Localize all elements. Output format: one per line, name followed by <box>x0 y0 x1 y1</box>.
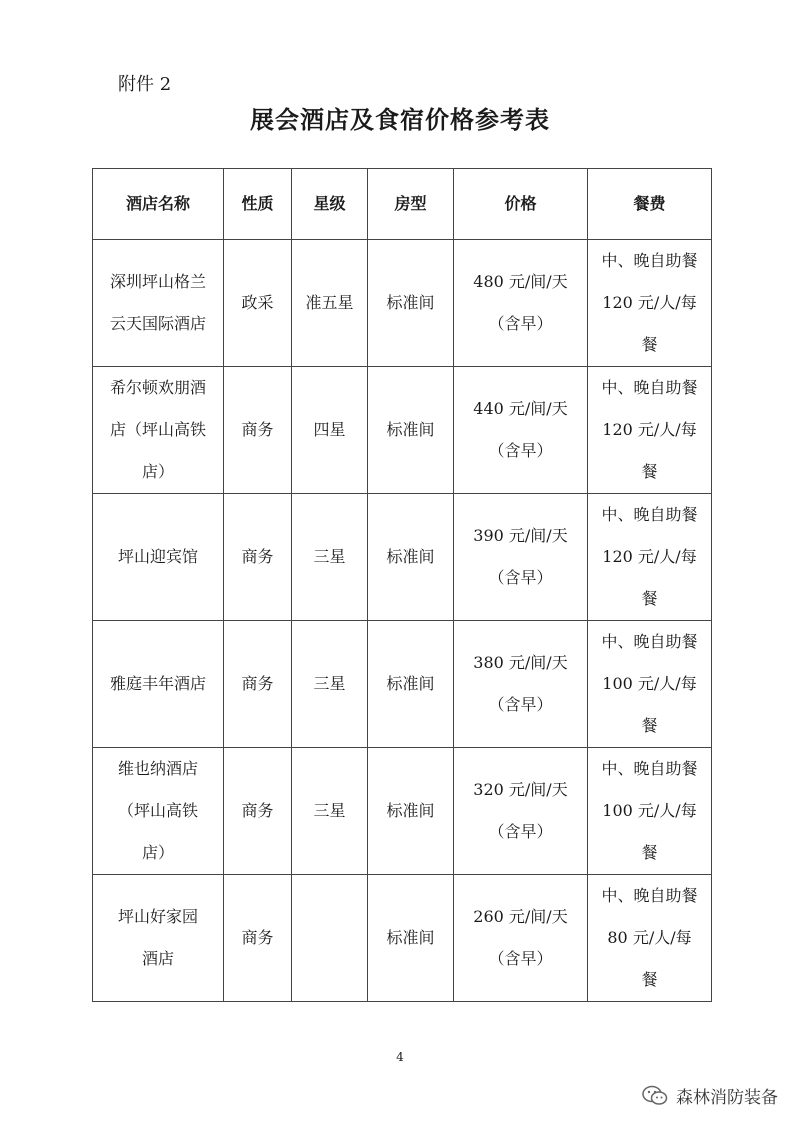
cell-price-line: 480 元/间/天 <box>473 272 568 291</box>
table-row <box>93 367 712 494</box>
cell-hotel-name-line: 希尔顿欢朋酒 <box>109 378 206 397</box>
cell-star: 三星 <box>292 621 368 748</box>
cell-price-line: 320 元/间/天 <box>473 780 568 799</box>
cell-hotel-name-line: 云天国际酒店 <box>109 314 206 333</box>
cell-star: 三星 <box>292 748 368 875</box>
cell-hotel-name <box>93 748 224 875</box>
cell-meal-line: 100 元/人/每 <box>602 801 697 820</box>
cell-price-line: （含早） <box>488 568 553 587</box>
cell-meal-line: 中、晚自助餐 <box>601 759 698 778</box>
cell-star: 准五星 <box>292 240 368 367</box>
cell-price <box>454 875 588 1002</box>
cell-meal-line: 中、晚自助餐 <box>601 251 698 270</box>
cell-star: 四星 <box>292 367 368 494</box>
cell-meal <box>588 875 712 1002</box>
cell-meal <box>588 367 712 494</box>
cell-hotel-name-line: 酒店 <box>141 949 174 968</box>
cell-meal-line: 中、晚自助餐 <box>601 505 698 524</box>
cell-room: 标准间 <box>368 748 454 875</box>
cell-price-line: （含早） <box>488 314 553 333</box>
watermark <box>642 1083 778 1108</box>
cell-room: 标准间 <box>368 367 454 494</box>
cell-price-line: 390 元/间/天 <box>473 526 568 545</box>
cell-hotel-name-line: 深圳坪山格兰 <box>109 272 206 291</box>
table-row <box>93 240 712 367</box>
cell-hotel-name <box>93 240 224 367</box>
cell-meal-line: 餐 <box>641 462 658 481</box>
cell-meal-line: 100 元/人/每 <box>602 674 697 693</box>
cell-price <box>454 240 588 367</box>
cell-meal-line: 餐 <box>641 716 658 735</box>
cell-hotel-name-line: 店） <box>141 462 174 481</box>
cell-room: 标准间 <box>368 621 454 748</box>
cell-room: 标准间 <box>368 494 454 621</box>
cell-meal <box>588 621 712 748</box>
cell-hotel-name-line: 坪山好家园 <box>117 907 198 926</box>
wechat-icon <box>642 1085 668 1107</box>
cell-meal-line: 120 元/人/每 <box>602 420 697 439</box>
cell-hotel-name-line: 店） <box>141 843 174 862</box>
cell-price-line: （含早） <box>488 949 553 968</box>
cell-meal <box>588 748 712 875</box>
page-number: 4 <box>396 1050 404 1064</box>
price-table <box>92 168 712 1002</box>
header-type: 性质 <box>224 169 292 240</box>
cell-meal-line: 120 元/人/每 <box>602 293 697 312</box>
page-title: 展会酒店及食宿价格参考表 <box>250 105 550 134</box>
cell-type: 政采 <box>224 240 292 367</box>
header-hotel-name: 酒店名称 <box>93 169 224 240</box>
cell-price-line: （含早） <box>488 695 553 714</box>
cell-meal-line: 中、晚自助餐 <box>601 632 698 651</box>
table-row <box>93 748 712 875</box>
cell-meal <box>588 240 712 367</box>
cell-price-line: （含早） <box>488 441 553 460</box>
cell-price-line: 380 元/间/天 <box>473 653 568 672</box>
cell-meal-line: 80 元/人/每 <box>607 928 692 947</box>
attachment-label: 附件 2 <box>118 74 172 95</box>
cell-star <box>292 875 368 1002</box>
cell-hotel-name-line: 坪山迎宾馆 <box>117 547 198 566</box>
cell-hotel-name-line: 雅庭丰年酒店 <box>109 674 206 693</box>
cell-price-line: 260 元/间/天 <box>473 907 568 926</box>
cell-hotel-name-line: （坪山高铁 <box>117 801 198 820</box>
cell-meal-line: 餐 <box>641 589 658 608</box>
header-room: 房型 <box>368 169 454 240</box>
table-row <box>93 494 712 621</box>
cell-hotel-name <box>93 875 224 1002</box>
header-meal: 餐费 <box>588 169 712 240</box>
table-row <box>93 875 712 1002</box>
cell-meal-line: 餐 <box>641 843 658 862</box>
cell-price <box>454 367 588 494</box>
cell-meal-line: 餐 <box>641 970 658 989</box>
table-row <box>93 621 712 748</box>
table-header-row <box>93 169 712 240</box>
cell-hotel-name <box>93 367 224 494</box>
cell-type: 商务 <box>224 367 292 494</box>
cell-meal-line: 中、晚自助餐 <box>601 378 698 397</box>
cell-star: 三星 <box>292 494 368 621</box>
cell-price <box>454 494 588 621</box>
cell-price <box>454 748 588 875</box>
cell-type: 商务 <box>224 875 292 1002</box>
watermark-text: 森林消防装备 <box>676 1088 778 1108</box>
cell-hotel-name-line: 店（坪山高铁 <box>109 420 206 439</box>
cell-hotel-name <box>93 494 224 621</box>
cell-hotel-name-line: 维也纳酒店 <box>117 759 198 778</box>
cell-price <box>454 621 588 748</box>
cell-type: 商务 <box>224 748 292 875</box>
cell-meal <box>588 494 712 621</box>
cell-meal-line: 餐 <box>641 335 658 354</box>
cell-room: 标准间 <box>368 875 454 1002</box>
cell-type: 商务 <box>224 621 292 748</box>
cell-type: 商务 <box>224 494 292 621</box>
header-star: 星级 <box>292 169 368 240</box>
cell-meal-line: 中、晚自助餐 <box>601 886 698 905</box>
cell-price-line: （含早） <box>488 822 553 841</box>
cell-hotel-name <box>93 621 224 748</box>
cell-price-line: 440 元/间/天 <box>473 399 568 418</box>
header-price: 价格 <box>454 169 588 240</box>
cell-room: 标准间 <box>368 240 454 367</box>
cell-meal-line: 120 元/人/每 <box>602 547 697 566</box>
